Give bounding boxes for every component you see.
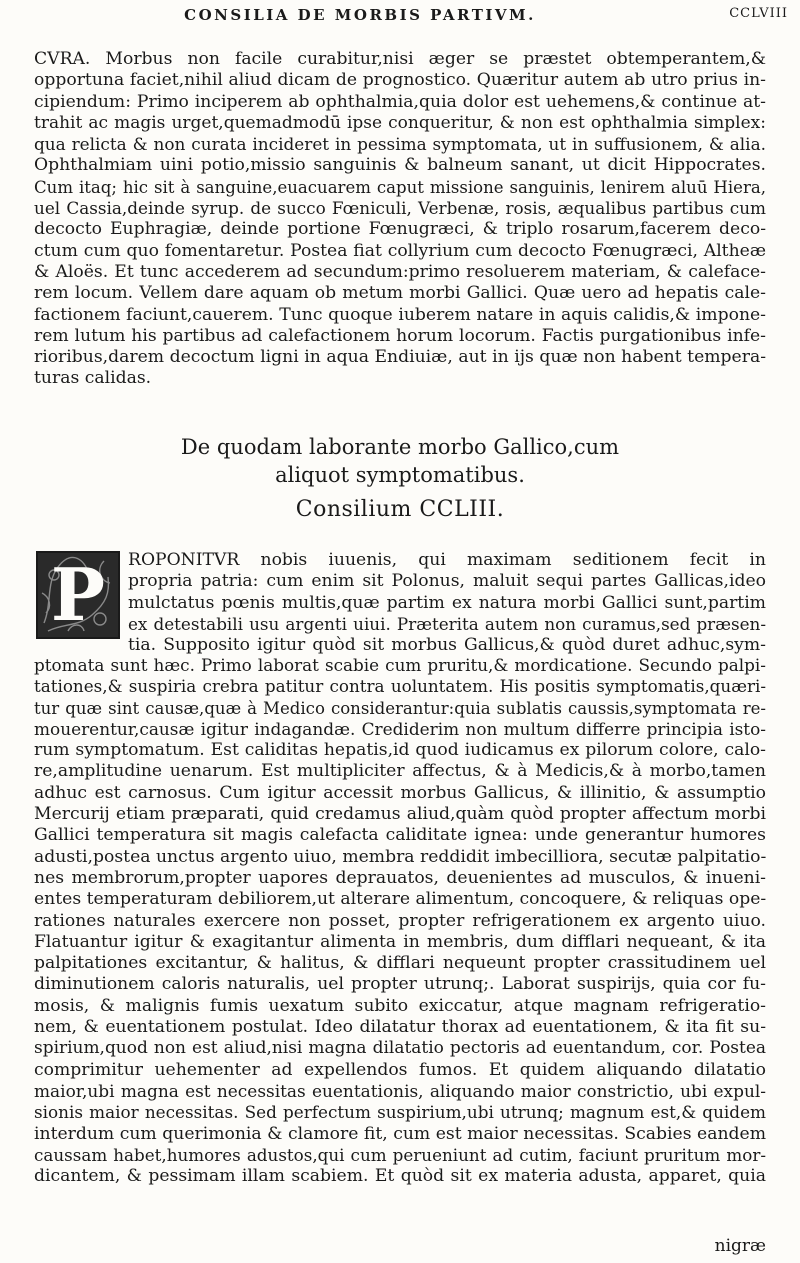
- text-line: uel Cassia,deinde syrup. de succo Fœniculi, Verbenæ, rosis, æqualibus partibus cum: [34, 198, 766, 219]
- text-line: Flatuantur igitur & exagitantur alimenta in membris, dum difflari nequeant, & ita: [34, 931, 766, 952]
- text-line: Ophthalmiam uini potio,missio sanguinis & balneum sanant, ut dicit Hippocrates.: [34, 155, 766, 176]
- text-line: cipiendum: Primo inciperem ab ophthalmia,quia dolor est uehemens,& continue at-: [34, 91, 766, 112]
- text-line: Gallici temperatura sit magis calefacta caliditate ignea: unde generantur humores: [34, 825, 766, 846]
- text-line: trahit ac magis urget,quemadmodū ipse conqueritur, & non est ophthalmia simplex:: [34, 112, 766, 133]
- text-line: mulctatus pœnis multis,quæ partim ex natura morbi Gallici sunt,partim: [128, 592, 766, 613]
- text-line: mosis, & malignis fumis uexatum subito exiccatur, atque magnam refrigeratio-: [34, 995, 766, 1016]
- text-line: tationes,& suspiria crebra patitur contra uoluntatem. His positis symptomatis,quæri-: [34, 676, 766, 697]
- heading-line-1: De quodam laborante morbo Gallico,cum: [180, 435, 620, 459]
- text-line: & Aloës. Et tunc accederem ad secundum:primo resoluerem materiam, & caleface-: [34, 261, 766, 282]
- text-line: ROPONITVR nobis iuuenis, qui maximam seditionem fecit in: [128, 550, 766, 570]
- consilium-body: [34, 655, 766, 1187]
- consilium-opening: [128, 550, 766, 656]
- catchword: nigræ: [714, 1236, 766, 1256]
- text-line: re,amplitudine uenarum. Est multipliciter affectus, & à Medicis,& à morbo,tamen: [34, 761, 766, 782]
- text-line: dicantem, & pessimam illam scabiem. Et quòd sit ex materia adusta, apparet, quia: [34, 1166, 766, 1187]
- consilium-title: [0, 496, 800, 524]
- text-line: rum symptomatum. Est caliditas hepatis,id quod iudicamus ex pilorum colore, calo-: [34, 740, 766, 761]
- text-line: interdum cum querimonia & clamore fit, cum est maior necessitas. Scabies eandem: [34, 1123, 766, 1144]
- text-line: Cum itaq; hic sit à sanguine,euacuarem caput missione sanguinis, lenirem aluū Hiera,: [34, 177, 766, 197]
- text-line: diminutionem caloris naturalis, uel propter utrunq;. Laborat suspirijs, quia cor fu-: [34, 974, 766, 995]
- text-line: rem lutum his partibus ad calefactionem horum locorum. Factis purgationibus infe-: [34, 325, 766, 346]
- initial-letter: P: [50, 552, 106, 637]
- text-line: nes membrorum,propter uapores deprauatos, deuenientes ad musculos, & inueni-: [34, 867, 766, 888]
- running-head: [0, 0, 800, 30]
- text-line: sionis maior necessitas. Sed perfectum suspirium,ubi utrunq; magnum est,& quidem: [34, 1102, 766, 1123]
- text-line: opportuna faciet,nihil aliud dicam de prognostico. Quæritur autem ab utro prius in-: [34, 70, 766, 91]
- text-line: ctum cum quo fomentaretur. Postea fiat collyrium cum decocto Fœnugræci, Altheæ: [34, 240, 766, 261]
- text-line: qua relicta & non curata incideret in pessima symptomata, ut in suffusionem, & alia.: [34, 134, 766, 155]
- text-line: caussam habet,humores adustos,qui cum perueniunt ad cutim, faciunt pruritum mor-: [34, 1144, 766, 1165]
- text-line: rioribus,darem decoctum ligni in aqua Endiuiæ, aut in ijs quæ non habent tempera-: [34, 347, 766, 368]
- text-line: ex detestabili usu argenti uiui. Præterita autem non curamus,sed præsen-: [128, 613, 766, 634]
- text-line: factionem faciunt,cauerem. Tunc quoque iuberem natare in aquis calidis,& impone-: [34, 304, 766, 325]
- text-line: rem locum. Vellem dare aquam ob metum morbi Gallici. Quæ uero ad hepatis cale-: [34, 283, 766, 304]
- text-line: tur quæ sint causæ,quæ à Medico considerantur:quia sublatis caussis,symptomata re-: [34, 698, 766, 718]
- text-line: Mercurij etiam præparati, quid credamus aliud,quàm quòd propter affectum morbi: [34, 804, 766, 825]
- text-line: adhuc est carnosus. Cum igitur accessit morbus Gallicus, & illinitio, & assumptio: [34, 782, 766, 803]
- text-line: maior,ubi magna est necessitas euentationis, aliquando maior constrictio, ubi expul-: [34, 1080, 766, 1101]
- text-line: CVRA. Morbus non facile curabitur,nisi æger se præstet obtemperantem,&: [34, 49, 766, 69]
- cura-paragraph: [34, 49, 766, 390]
- heading-line-2: aliquot symptomatibus.: [275, 463, 525, 487]
- text-line: mouerentur,causæ igitur indagandæ. Crediderim non multum differre principia isto-: [34, 718, 766, 739]
- text-line: entes temperaturam debiliorem,ut alterare alimentum, concoquere, & reliquas ope-: [34, 889, 767, 910]
- text-line: palpitationes excitantur, & halitus, & difflari nequeunt propter crassitudinem uel: [34, 953, 766, 974]
- text-line: spirium,quod non est aliud,nisi magna dilatatio pectoris ad euentandum, cor. Postea: [34, 1038, 766, 1059]
- text-line: rationes naturales exercere non posset, propter refrigerationem ex argento uiuo.: [34, 910, 766, 931]
- text-line: comprimitur uehementer ad expellendos fumos. Et quidem aliquando dilatatio: [34, 1059, 766, 1080]
- decorated-initial: [36, 551, 120, 639]
- text-line: ptomata sunt hæc. Primo laborat scabie cum pruritu,& mordicatione. Secundo palpi-: [34, 655, 766, 675]
- text-line: decocto Euphragiæ, deinde portione Fœnugræci, & triplo rosarum,facerem deco-: [34, 219, 766, 240]
- text-line: adusti,postea unctus argento uiuo, membra reddidit imbecilliora, secutæ palpitatio-: [34, 846, 767, 867]
- text-line: tia. Supposito igitur quòd sit morbus Gallicus,& quòd duret adhuc,sym-: [128, 635, 766, 656]
- running-title: CONSILIA DE MORBIS PARTIVM.: [184, 6, 536, 24]
- text-line: turas calidas.: [34, 368, 152, 389]
- consilium-number: Consilium CCLIII.: [295, 497, 505, 522]
- section-heading: [0, 433, 800, 489]
- folio-number: CCLVIII: [729, 6, 788, 21]
- text-line: nem, & euentationem postulat. Ideo dilatatur thorax ad euentationem, & ita fit su-: [34, 1017, 766, 1038]
- text-line: propria patria: cum enim sit Polonus, maluit sequi partes Gallicas,ideo: [128, 571, 766, 592]
